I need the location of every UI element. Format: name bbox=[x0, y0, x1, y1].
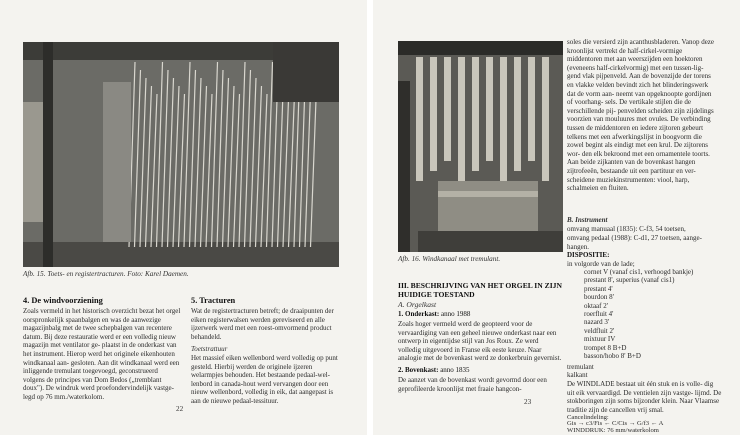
stop-item: bourdon 8' bbox=[584, 293, 614, 302]
onderkast-year: anno 1988 bbox=[440, 310, 471, 318]
left-page bbox=[0, 0, 367, 435]
organ-pipe bbox=[486, 57, 493, 161]
right-page bbox=[373, 0, 740, 435]
section-4-text: Zoals vermeld in het historisch overzicht bezat het orgel oorspronkelijk spaanbalgen en was de aanwezige magazijnbalg met de twee schepbalgen van recentere datum. Bij deze restauratie werd er een volledig nieuw magazijn met ventilator ge- plaatst in de onderkast van het instrument. Hierop werd het originele eikenhouten windkanaal aan- gesloten. Aan dit windkanaal werd een inliggende tremulant toegevoegd, geconstrueerd volgens de principes van Dom Bedos („tremblant doux"). De windruk werd proefondervindelijk vastge- legd op 76 mm./waterkolom. bbox=[23, 307, 181, 401]
stop-item: mixtuur IV bbox=[584, 335, 616, 344]
page-number-right: 23 bbox=[524, 398, 532, 406]
figure-16-photo-windkanaal bbox=[398, 41, 563, 252]
bovenkast-text: De aanzet van de bovenkast wordt gevormd door een geprofileerde kroonlijst met fraaie hangcon- bbox=[398, 376, 547, 393]
stop-item: roerfluit 4' bbox=[584, 310, 614, 319]
onderkast-text: Zoals hoger vermeld werd de geopteerd voor de vervaardiging van een geheel nieuwe onderkast naar een ontwerp in eigentijdse stijl van Jos Roux. Ze werd volledig uitgevoerd in Franse eik eeste keuze. Naar analogie met de bovenkast werd ze donkerbruin gevernist. bbox=[398, 320, 562, 363]
organ-pipe bbox=[514, 57, 521, 171]
cancelindeling-label: Cancelindeling: bbox=[567, 414, 609, 421]
figure-15-caption: Afb. 15. Toets- en registertracturen. Foto: Karel Daemen. bbox=[23, 270, 189, 278]
tremulant: tremulant bbox=[567, 363, 594, 371]
stop-item: prestant 8', superius (vanaf cis1) bbox=[584, 276, 675, 285]
omvang-manuaal: omvang manuaal (1835): C-f3, 54 toetsen, bbox=[567, 225, 686, 233]
stop-item: oktaaf 2' bbox=[584, 301, 609, 310]
organ-pipe bbox=[444, 57, 451, 161]
organ-pipe bbox=[500, 57, 507, 181]
organ-pipe bbox=[430, 57, 437, 171]
organ-pipe bbox=[472, 57, 479, 171]
windlade-text: De WINDLADE bestaat uit één stuk en is volle- dig uit eik vervaardigd. De ventielen zijn vastge- lijmd. De stokboringen zijn soms bijzonder klein. Naar Vlaamse traditie zijn de cancellen vrij smal. bbox=[567, 380, 722, 414]
organ-pipe bbox=[416, 57, 423, 181]
orgelkast-heading: A. Orgelkast bbox=[398, 300, 437, 309]
stop-item: basson/hobo 8' B+D bbox=[584, 352, 641, 361]
dispositie-intro: in volgorde van de lade; bbox=[567, 260, 635, 268]
figure-15-photo-trackers bbox=[23, 42, 339, 267]
onderkast-heading bbox=[398, 310, 558, 319]
bovenkast-label: 2. Bovenkast: bbox=[398, 366, 439, 374]
section-4-heading: 4. De windvoorziening bbox=[23, 296, 103, 305]
omvang-pedaal: omvang pedaal (1988): C-d1, 27 toetsen, aange- hangen. bbox=[567, 234, 702, 251]
organ-pipe bbox=[528, 57, 535, 161]
kalkant: kalkant bbox=[567, 371, 588, 379]
stop-item: cornet V (vanaf cis1, verhoogd bankje) bbox=[584, 268, 694, 276]
toetstractuur-text: Het massief eiken wellenbord werd volledig op punt gesteld. Hierbij werden de originele ijzeren welarmpjes behouden. Het bestaande pedaal-wel- lenbord in canada-hout werd vervangen door een nieuw wellenbord, volledig in eik, dat aangepast is aan de nieuwe pedaal-tessituur. bbox=[191, 354, 338, 405]
onderkast-label: 1. Onderkast: bbox=[398, 310, 440, 318]
winddruk: WINDDRUK: 76 mm/waterkolom bbox=[567, 427, 659, 434]
section-5-heading: 5. Tracturen bbox=[191, 296, 236, 305]
bovenkast-year: anno 1835 bbox=[440, 366, 470, 374]
stops-list bbox=[584, 268, 734, 360]
toetstractuur-heading: Toetstrattuur bbox=[191, 345, 228, 353]
stop-item: nazard 3' bbox=[584, 318, 610, 327]
figure-16-caption: Afb. 16. Windkanaal met tremulant. bbox=[398, 255, 501, 263]
organ-pipe bbox=[458, 57, 465, 181]
organ-pipe bbox=[542, 57, 549, 181]
stop-item: prestant 4' bbox=[584, 284, 613, 293]
page-number-left: 22 bbox=[176, 405, 184, 413]
bovenkast-heading bbox=[398, 366, 558, 375]
intro-text-right-column: soles die versierd zijn acanthusbladeren. Vanop deze kroonlijst vertrekt de half-cirkel-vormige middentoren met aan weerszijden een hoektoren (eveneens half-cirkelvormig) met een tussen-lig- gend vlak pijpenveld. Aan de bovenzijde der torens en vlakke velden bevindt zich het blinderingswerk dat de vorm aan- neemt van opgeknoopte gordijnen of voorhang- sels. De vertikale stijlen die de verschillende pij- penvelden scheiden zijn zijdelings voorzien van mouluures met ovules. De verbinding tussen de middentoren en iedere zijtoren gebeurt telkens met een afwerkingslijst in boogvorm die zowel begint als eindigt met een krul. De zijtorens wor- den elk bekroond met een ornamentele toorts. Aan beide zijkanten van de bovenkast hangen zijtrofeeën, bestaande uit een partituur en ver- scheidene muziekinstrumenten: viool, harp, schalmeien en fluiten. bbox=[567, 38, 715, 193]
instrument-heading: B. Instrument bbox=[567, 216, 608, 224]
dispositie-heading: DISPOSITIE: bbox=[567, 251, 610, 259]
stop-item: veldfluit 2' bbox=[584, 326, 615, 335]
cancel-scheme: Gis → c3/Fis ← C/Cis → G/f3 ← A bbox=[567, 420, 664, 427]
section-iii-heading: III. BESCHRIJVING VAN HET ORGEL IN ZIJN HUIDIGE TOESTAND bbox=[398, 281, 562, 299]
stop-item: trompet 8 B+D bbox=[584, 343, 627, 352]
section-5-text: Wat de registertracturen betreft; de draaipunten der eiken registerwalsen werden gereviseerd en alle ijzerwerk werd met een roest-omvormend product behandeld. bbox=[191, 307, 334, 341]
